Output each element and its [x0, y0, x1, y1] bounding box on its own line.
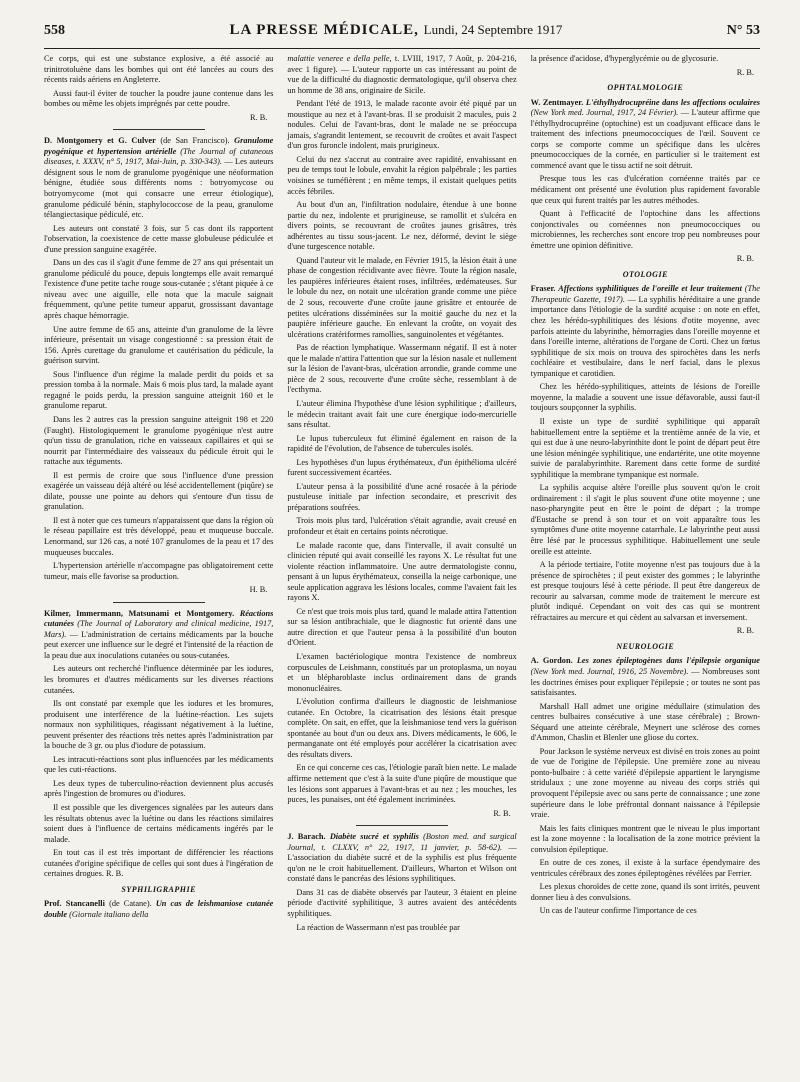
paragraph: Les plexus choroïdes de cette zone, quand ils sont irrités, peuvent donner lieu à des convulsions. — [530, 882, 760, 902]
paragraph: La réaction de Wassermann n'est pas troublée par — [296, 922, 460, 932]
article-title: Un cas de leishmaniose cutanée double — [44, 899, 274, 919]
paragraph: Ils ont constaté par exemple que les iodures et les bromures, produisent une interférence de la luétine-réaction. Les sujets normaux non syphilitiques, réagissant négativement à la luétine, peuvent présenter des réactions très nettes après l'administration par la bouche de 3 gr. ou plus d'iodure de potassium. — [44, 699, 274, 751]
article-title: Affections syphilitiques de l'oreille et leur traitement — [558, 284, 742, 294]
journal-name: LA PRESSE MÉDICALE, — [229, 22, 419, 38]
article-reference: malattie veneree e della pelle, — [287, 54, 392, 63]
signature: R. B. — [493, 808, 511, 818]
page-header — [44, 22, 760, 49]
paragraph: Pas de réaction lymphatique. Wassermann négatif. Il est à noter que le malade n'attira l'attention que sur la lésion nasale et nullement sur la lésion de l'avant-bras, ulcération arrondie, grande comme une pièce de 2 sous, recouverte d'une croûte sèche, ressemblant à de l'ecthyma. — [287, 343, 517, 395]
paragraph: — L'association du diabète sucré et de la syphilis est plus fréquente qu'on ne le croit habituellement. D'ailleurs, Wharton et Wilson ont constaté dans le pancréas des lésions syphilitiques. — [287, 842, 517, 884]
paragraph: Un cas de l'auteur confirme l'importance de ces — [539, 906, 697, 916]
paragraph: En ce qui concerne ces cas, l'étiologie paraît bien nette. Le malade affirme nettement que c'est à la suite d'une piqûre de moustique que les lésions sont apparues à l'avant-bras et au nez ; les mouches, les puces, les punaises, ont été également incriminées. — [287, 763, 517, 805]
article-authors: W. Zentmayer. — [530, 97, 584, 107]
article-reference: (Giornale italiano della — [69, 909, 149, 919]
paragraph: Chez les hérédo-syphilitiques, atteints de lésions de l'oreille moyenne, la maladie a souvent une issue défavorable, aussi faut-il toujours soupçonner la syphilis. — [530, 382, 760, 413]
section-heading-neurologie: NEUROLOGIE — [616, 641, 675, 651]
article-reference: (The Journal of Laboratory and clinical medicine, 1917, Mars). — [44, 619, 274, 639]
paragraph: — Les auteurs désignent sous le nom de granulome pyogénique une néoformation bénigne, étudiée sous différents noms : botryomycose ou botryomycome (mot qui consacre une erreur étiologique), granulome pédiculé bénin, staphylococcose de la peau, granulome télangiectasique pédiculé, etc. — [44, 157, 274, 220]
article-heading — [531, 98, 760, 172]
issue-number: N° 53 — [726, 23, 760, 38]
paragraph: Ce n'est que trois mois plus tard, quand le malade attira l'attention sur sa lésion antibrachiale, que le diagnostic fut orienté dans une autre direction et que l'auteur pensa à la possibilité d'un bouton d'Orient. — [287, 606, 517, 648]
paragraph: Marshall Hall admet une origine médullaire (stimulation des centres bulbaires consécutive à une stase cérébrale) ; Brown-Séquard une atteinte cérébrale, Meynert une sclérose des cornes d'Ammon, Chaslin et Blenler une gliose du cortex. — [530, 701, 760, 743]
article-heading — [287, 832, 516, 885]
divider — [356, 825, 448, 826]
paragraph: — L'auteur affirme que l'éthylhydrocupréine (optochine) est un coadjuvant efficace dans le traitement des infections pneumococciques de l'œil. Souvent ce corps se comporte comme un spécifique dans les ulcères pneumococciques de la cornée, en particulier si le traitement est commencé avant que le tissu actif ne soit détruit. — [530, 108, 760, 170]
paragraph: Il existe un type de surdité syphilitique qui apparaît habituellement entre la septième et la trentième année de la vie, et qui est due à une neuro-labyrinthite dont le point de départ peut être une lésion méningée syphilitique, une endartérite, une otite moyenne suivie de paralabyrinthite. Rarement dans cette forme de surdité syphilitique la membrane tympanique est normale. — [530, 416, 760, 479]
paragraph: L'auteur pensa à la possibilité d'une acné rosacée à la période pustuleuse initiale par infection secondaire, et prescrivit des préparations soufrées. — [287, 481, 517, 512]
article-authors: D. Montgomery et G. Culver — [44, 136, 156, 146]
signature: R. B. — [736, 67, 754, 77]
section-heading-otologie: OTOLOGIE — [622, 269, 668, 279]
section-heading-ophtalmologie: OPHTALMOLOGIE — [607, 83, 684, 93]
article-barach — [287, 832, 516, 933]
paragraph: Les deux types de tuberculino-réaction deviennent plus accusés après l'ingestion de bromures ou d'iodures. — [44, 778, 274, 799]
article-reference: (Boston med. and surgical Journal, t. CLXXV, n° 22, 1917, 11 janvier, p. 58-62). — [287, 832, 517, 852]
paragraph: Ce corps, qui est une substance explosive, a été associé au trinitrotoluène dans les bombes qui ont été lancées au cours des récents raids aériens en Angleterre. — [44, 54, 274, 85]
paragraph — [44, 848, 273, 880]
paragraph: Il est possible que les divergences signalées par les auteurs dans les résultats obtenus avec la luétine ou dans les réactions similaires soient dues à l'influence de certains médicaments ingérés par le malade. — [44, 803, 274, 844]
paragraph: — L'auteur rapporte un cas intéressant au point de vue de la difficulté du diagnostic dermatologique, qu'il observa chez un homme de 38 ans, originaire de Sicile. — [287, 64, 517, 95]
article-heading-continued — [287, 54, 516, 96]
paragraph: — L'administration de certains médicaments par la bouche peut exercer une influence sur le degré et l'intensité de la réaction de la peau due aux inoculations cutanées ou sous-cutanées. — [44, 629, 274, 660]
article-reference: (New York med. Journal, 1917, 24 Février). — [530, 108, 679, 118]
article-place: (de San Francisco). — [160, 136, 230, 146]
paragraph: Quand l'auteur vit le malade, en Février 1915, la lésion était à une phase de congestion récidivante avec fièvre. Toute la région nasale, les paupières inférieures étaient roses, infiltrées, œdémateuses. Sur le lobule du nez, on notait une ulcération grande comme une pièce de 2 sous, recouverte d'une croûte jaune grisâtre et entourée de petites ulcérations disséminées sur la moitié gauche du nez et la paupière inférieure gauche. En enlevant la croûte, on voyait des ulcérations cratériformes ramollies, sanguinolentes et végétantes. — [287, 255, 517, 339]
article-authors: Kilmer, Immermann, Matsunami et Montgomery. — [44, 608, 235, 618]
signature: R. B. — [736, 626, 754, 636]
paragraph: — La syphilis héréditaire a une grande importance dans l'étiologie de la surdité acquise : on note en effet, chez les hérédo-syphilitiques des lésions d'otite moyenne, avec parfois atteinte du labyrinthe, hémorragies dans l'oreille moyenne et dans l'oreille interne, altérations de l'organe de Corti. Chez un fœtus syphilitique de six mois on trouva des spirochètes dans les nerfs cochléaire et vestibulaire, dans le nerf facial, dans le plexus tympanique et carotidien. — [530, 294, 760, 378]
paragraph-text: En tout cas il est très important de différencier les réactions cutanées d'origine spécifique de celles qui sont dues à l'ingération de certaines drogues. — [44, 848, 274, 879]
article-stancanelli — [44, 899, 273, 920]
issue-date: Lundi, 24 Septembre 1917 — [423, 22, 563, 37]
article-kilmer — [44, 609, 273, 880]
paragraph: Les auteurs ont recherché l'influence déterminée par les iodures, les bromures et d'autres médicaments sur les diverses réactions cutanées. — [44, 664, 274, 695]
article-title: Réactions cutanées — [44, 608, 274, 629]
article-title: Diabète sucré et syphilis — [329, 832, 419, 842]
paragraph: L'examen bactériologique montra l'existence de nombreux corpuscules de Leishmann, constitués par un protoplasma, un noyau et un blépharoblaste inclus ordinairement dans de grands mononucléaires. — [287, 651, 517, 693]
article-reference: (The Journal of cutaneous diseases, t. XXXV, n° 5, 1917, Mai-Juin, p. 330-343). — [44, 146, 274, 167]
article-heading — [44, 899, 273, 920]
paragraph: Le lupus tuberculeux fut éliminé également en raison de la rapidité de l'évolution, de l'absence de tubercules isolés. — [287, 433, 517, 454]
divider — [113, 129, 205, 130]
article-title: Granulome pyogénique et hypertension artérielle — [44, 136, 274, 156]
paragraph: Pour Jackson le système nerveux est divisé en trois zones au point de vue de l'origine de l'épilepsie. Une première zone au niveau ponto-bulbaire : à cette variété d'épilepsie appartient le laryngisme stridulaux ; une zone moyenne au niveau des corps striés qui provoquent l'épilepsie avec ou sans perte de connaissance ; une zone supérieure dans le lobe préfrontal donnant naissance à l'épilepsie vraie. — [530, 746, 760, 820]
article-title: Les zones épileptogènes dans l'épilepsie organique — [576, 656, 760, 666]
paragraph: Au bout d'un an, l'infiltration nodulaire, étendue à une bonne partie du nez, indolente et prurigineuse, se ramollit et s'ulcéra en divers points, se recouvrant de croûtes jaunes grisâtres, très adhérentes au tissu sous-jacent. Le nez, déformé, devint le siège d'une turgescence notable. — [287, 200, 517, 252]
article-columns — [44, 54, 760, 1074]
article-authors: Fraser. — [530, 284, 556, 294]
article-montgomery-culver — [44, 136, 273, 595]
paragraph: Mais les faits cliniques montrent que le niveau le plus important est la zone moyenne : la localisation de la zone motrice prévient la convulsion épileptique. — [530, 823, 760, 854]
paragraph: Le malade raconte que, dans l'intervalle, il avait consulté un clinicien réputé qui avait conseillé les rayons X. Le résultat fut une violente réaction inflammatoire. Une autre dermatologiste connu, pensant à un lupus érythémateux, conseilla la neige carbonique, une seule application aggrava les lésions locales, comme l'avaient fait les rayons X. — [287, 540, 517, 603]
column-3 — [531, 54, 760, 1074]
signature: H. B. — [249, 585, 268, 595]
article-heading — [44, 609, 273, 662]
paragraph: Dans un des cas il s'agit d'une femme de 27 ans qui présentait un granulome pédiculé du pouce, depuis longtemps elle avait remarqué l'existence d'une petite tache rouge sous-cutanée ; s'étant piquée à ce niveau avec une aiguille, elle nota que la macule saignait fréquemment, qu'une petite tumeur apparut, grossissant davantage après chaque hémorragie. — [44, 258, 274, 321]
paragraph: L'hypertension artérielle n'accompagne pas obligatoirement cette tumeur, mais elle favorise sa production. — [44, 561, 274, 581]
article-authors: A. Gordon. — [530, 656, 573, 666]
section-heading-syphiligraphie: SYPHILIGRAPHIE — [121, 884, 196, 894]
divider — [113, 602, 205, 603]
paragraph: Dans les 2 autres cas la pression sanguine atteignit 198 et 220 (Faught). Histologiquement le granulome pyogénique n'est autre qu'un tissu de granulation, riche en vaisseaux capillaires et qui se nourrit par l'intermédiaire des vaisseaux du pédicule étroit qui le rattache aux téguments. — [44, 414, 274, 467]
article-authors: Prof. Stancanelli — [44, 899, 105, 909]
paragraph: Pendant l'été de 1913, le malade raconte avoir été piqué par un moustique au nez et à l'avant-bras. Il se produisit 2 macules, puis 2 nodules. Celui de l'avant-bras, dont le malade ne se préoccupa jamais, s'agrandit lentement, se recouvrit de croûtes et avait l'aspect d'un gros furoncle indolent, mais prurigineux. — [287, 99, 517, 151]
paragraph: Il est à noter que ces tumeurs n'apparaissent que dans la région où le réseau papillaire est très développé, peau et muqueuse buccale. Lenormand, sur 126 cas, a noté 107 granulomes de la peau et 17 des muqueuses buccales. — [44, 515, 274, 557]
article-place: (de Catane). — [109, 899, 152, 909]
paragraph: la présence d'acidose, d'hyperglycémie ou de glycosurie. — [530, 54, 719, 63]
article-title: L'éthylhydrocupréine dans les affections oculaires — [585, 97, 760, 107]
paragraph: Les intracuti-réactions sont plus influencées par les médicaments que les cuti-réactions. — [44, 754, 274, 775]
paragraph: Sous l'influence d'un régime la malade perdit du poids et sa pression tomba à la normale. Mais 6 mois plus tard, la malade ayant regagné le poids perdu, la pression sanguine atteignit 160 et le granulome reparut. — [44, 369, 274, 411]
paragraph: Il est permis de croire que sous l'influence d'une pression exagérée un vaisseau déjà altéré ou lésé accidentellement (piqûre) se dilate, pousse une pointe au dehors qui s'entoure d'un tissu de granulation. — [44, 470, 274, 512]
signature: R. B. — [250, 112, 268, 122]
article-heading — [531, 656, 760, 698]
paragraph: Presque tous les cas d'ulcération cornéenne traités par ce médicament ont présenté une évolution plus rapidement favorable que ceux qui furent traités par les autres méthodes. — [530, 174, 760, 205]
paragraph: — Nombreuses sont les doctrines émises pour expliquer l'épilepsie ; or toutes ne sont pas satisfaisantes. — [530, 666, 760, 698]
article-reference-details: t. LVIII, 1917, 7 Août, p. 204-216, avec 1 figure). — [287, 54, 517, 74]
article-reference: (New York med. Journal, 1916, 25 Novembre). — [530, 666, 689, 676]
paragraph: En outre de ces zones, il existe à la surface épendymaire des ventricules cérébraux des zones épileptogènes révélées par Ferrier. — [530, 858, 760, 878]
column-2 — [287, 54, 516, 1074]
paragraph: Les auteurs ont constaté 3 fois, sur 5 cas dont ils rapportent l'observation, la coexistence de cette masse globuleuse pédiculée et d'une pression sanguine exagérée. — [44, 223, 274, 254]
article-zentmayer — [531, 98, 760, 265]
paragraph: L'auteur élimina l'hypothèse d'une lésion syphilitique ; d'ailleurs, le médecin traitant avait fait une cure énergique iodo-mercurielle sans résultat. — [287, 398, 517, 430]
article-heading — [531, 284, 760, 379]
article-fraser — [531, 284, 760, 637]
paragraph: L'évolution confirma d'ailleurs le diagnostic de leishmaniose cutanée. En Octobre, la cicatrisation des lésions était presque complète. On sait, en effet, que la leishmaniose tend vers la guérison spontanée au bout d'un ou deux ans. Divers médicaments, le 606, le permanganate ont été employés pour accélérer la cicatrisation avec des résultats divers. — [287, 697, 517, 759]
paragraph: Aussi faut-il éviter de toucher la poudre jaune contenue dans les bombes ou même les objets imprégnés par cette poudre. — [44, 88, 274, 109]
article-reference: (The Therapeutic Gazette, 1917). — [530, 284, 760, 304]
paragraph: Les hypothèses d'un lupus érythémateux, d'un épithélioma ulcéré furent successivement écartées. — [287, 457, 517, 478]
paragraph: A la période tertiaire, l'otite moyenne n'est pas toujours due à la présence de spirochètes ; il peut exister des gommes ; le labyrinthe est presque toujours lésé à cette période. Il peut être dangereux de recourir au salvarsan, comme mode de traitement le mercure est plutôt indiqué. Cependant on voit des cas qui se montrent réfractaires au mercure et qui cèdent au salvarsan et inversement. — [530, 560, 760, 622]
page-number: 558 — [44, 23, 65, 38]
signature: R. B. — [736, 254, 754, 264]
article-authors: J. Barach. — [287, 832, 326, 842]
paragraph: Trois mois plus tard, l'ulcération s'était agrandie, avait creusé en profondeur et était en certains points nécrotique. — [287, 516, 517, 536]
paragraph: La syphilis acquise altère l'oreille plus souvent qu'on le croit ordinairement : il s'agit le plus souvent d'une otite moyenne ; une naso-pharyngite peut en être le point de départ ; la trompe d'Eustache se prend à son tour et on voit apparaître tous les symptômes d'une otite moyenne catarrhale. Le labyrinthe peut aussi être lésé par le processus syphilitique. Habituellement une seule oreille est atteinte. — [530, 483, 760, 556]
article-gordon — [531, 656, 760, 917]
journal-title — [229, 22, 562, 39]
paragraph: Dans 31 cas de diabète observés par l'auteur, 3 étaient en pleine période d'activité syphilitique, 3 autres avaient des antécédents syphilitiques. — [287, 887, 517, 919]
paragraph: Celui du nez s'accrut au contraire avec rapidité, envahissant en peu de temps tout le lobule, envahit la région palpébrale ; les parties voisines se tuméfièrent ; en même temps, il existait quelques petits accès fébriles. — [287, 154, 517, 196]
paragraph: Une autre femme de 65 ans, atteinte d'un granulome de la lèvre inférieure, présentait un visage congestionné : sa pression était de 156. Après curettage du granulome et cautérisation du pédicule, la guérison survint. — [44, 324, 274, 366]
article-heading — [44, 136, 273, 220]
signature: R. B. — [105, 869, 124, 879]
column-1 — [44, 54, 273, 1074]
paragraph: Quant à l'efficacité de l'optochine dans les affections conjonctivales ou cornéennes non pneumococciques ou microbiennes, les recherches sont encore trop peu nombreuses pour émettre une opinion définitive. — [530, 209, 760, 250]
